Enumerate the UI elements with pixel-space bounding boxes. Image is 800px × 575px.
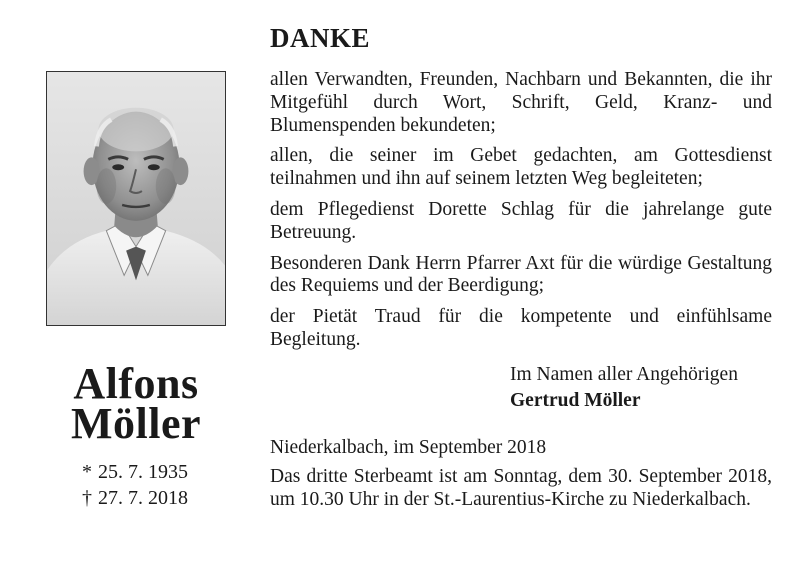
thanks-paragraph: dem Pflegedienst Dorette Schlag für die jahrelange gute Betreuung. — [270, 198, 772, 243]
place-date: Niederkalbach, im September 2018 — [270, 436, 547, 458]
signer-name: Gertrud Möller — [510, 389, 641, 411]
signature-block — [510, 362, 772, 414]
death-date: 27. 7. 2018 — [98, 487, 188, 509]
death-symbol: † — [82, 487, 92, 509]
thanks-paragraph: der Pietät Traud für die kompetente und einfühlsame Begleitung. — [270, 306, 772, 350]
death-date-line — [82, 486, 188, 510]
portrait-image — [47, 72, 225, 325]
thanks-paragraph: allen, die seiner im Gebet gedachten, am Gottesdienst teilnahmen und ihn auf seinem letzten Weg begleiteten; — [270, 145, 772, 190]
service-announcement: Das dritte Sterbeamt ist am Sonntag, dem 30. September 2018, um 10.30 Uhr in der St.-Laurentius-Kirche zu Niederkalbach. — [270, 465, 772, 511]
notice-heading: DANKE — [270, 23, 371, 53]
portrait-photo — [46, 71, 226, 326]
deceased-first-name: Alfons — [73, 359, 199, 408]
deceased-last-name: Möller — [70, 399, 202, 448]
thanks-paragraph: Besonderen Dank Herrn Pfarrer Axt für die würdige Gestaltung des Requiems und der Beerdigung; — [270, 252, 772, 297]
birth-date-line — [82, 460, 188, 484]
birth-date: 25. 7. 1935 — [98, 461, 188, 483]
birth-symbol: * — [82, 461, 92, 483]
signature-line: Im Namen aller Angehörigen — [510, 363, 738, 385]
thanks-paragraph: allen Verwandten, Freunden, Nachbarn und Bekannten, die ihr Mitgefühl durch Wort, Schrift, Geld, Kranz- und Blumenspenden bekundeten; — [270, 69, 772, 136]
thank-you-notice — [270, 20, 772, 512]
